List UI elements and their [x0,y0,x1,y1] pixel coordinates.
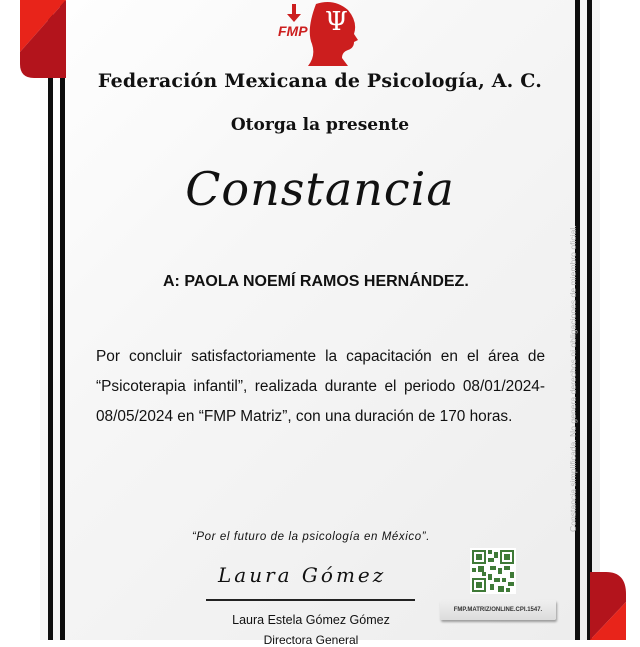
motto: “Por el futuro de la psicología en México”. [191,531,431,543]
qr-code-icon[interactable] [470,548,516,594]
signature-line [206,599,415,601]
certificate-title: Constancia [185,162,455,216]
border-line-left-inner [60,0,65,640]
ribbon-corner-bottom-right-icon [590,572,626,640]
certificate-body: Por concluir satisfactoriamente la capacitación en el área de “Psicoterapia infantil”, realizada durante el periodo 08/01/2024-08/05/2024 en “FMP Matriz”, con una duración de 170 horas. [96,348,545,425]
side-disclaimer: Constancia simplificada. No genera derechos ni obligaciones de miembro oficial. [568,225,578,532]
logo-text: FMP [278,23,308,39]
left-margin [0,0,40,640]
ribbon-corner-top-left-icon [20,0,66,78]
intro-text: Otorga la presente [230,115,410,135]
border-line-right-outer [587,0,592,640]
right-margin [600,0,640,640]
recipient-name: A: PAOLA NOEMÍ RAMOS HERNÁNDEZ. [163,273,469,290]
verification-code: FMP.MATRIZ/ONLINE.CPI.1547. [440,600,556,620]
signature: Laura Gómez [218,563,387,587]
organization-name: Federación Mexicana de Psicología, A. C. [97,70,543,92]
signer-name: Laura Estela Gómez Gómez [232,613,390,627]
fmp-logo-icon [272,0,368,66]
signer-role: Directora General [263,633,359,647]
svg-text:Ψ: Ψ [325,7,348,37]
border-line-left-outer [48,0,53,640]
